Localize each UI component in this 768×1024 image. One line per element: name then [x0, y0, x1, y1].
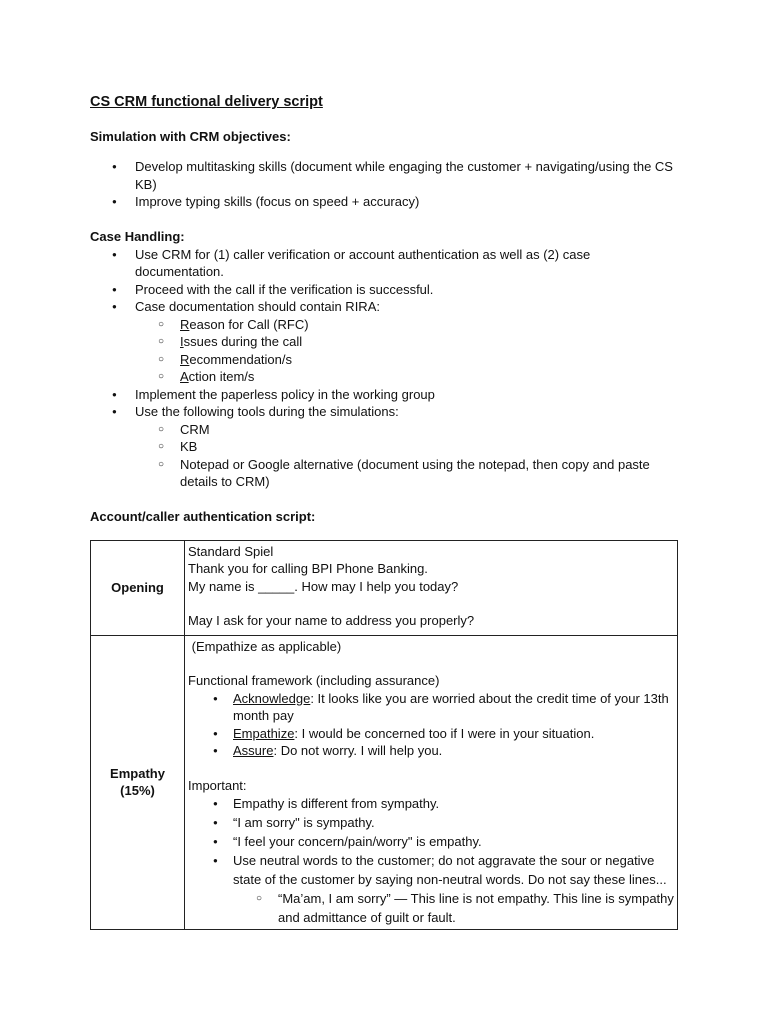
list-item: ● Case documentation should contain RIRA: [90, 298, 680, 316]
important-heading: Important: [188, 777, 247, 793]
important-item: ● “I feel your concern/pain/worry" is empathy. [188, 832, 674, 851]
spiel-line: Standard Spiel [188, 543, 274, 559]
list-item: ● Use CRM for (1) caller verification or account authentication as well as (2) case documentation. [90, 246, 680, 281]
tool-item: ○ KB [90, 438, 680, 456]
list-item: ● Develop multitasking skills (document while engaging the customer + navigating/using the CS KB) [90, 158, 680, 193]
rira-item: ○ Issues during the call [90, 333, 680, 351]
framework-list [188, 690, 674, 760]
empathy-label: Empathy (15%) [91, 635, 185, 930]
empathy-intro: (Empathize as applicable) [188, 638, 342, 654]
important-item: ● “I am sorry" is sympathy. [188, 813, 674, 832]
spiel-line: Thank you for calling BPI Phone Banking. [188, 561, 428, 576]
case-handling-heading: Case Handling: [90, 228, 185, 244]
simulation-list [90, 158, 680, 211]
empathy-content [185, 635, 678, 930]
list-item: ● Improve typing skills (focus on speed + accuracy) [90, 193, 680, 211]
document-title: CS CRM functional delivery script [90, 94, 323, 110]
rira-item: ○ Action item/s [90, 368, 680, 386]
list-item: ● Use the following tools during the simulations: [90, 403, 680, 421]
rira-item: ○ Recommendation/s [90, 351, 680, 369]
tool-item: ○ CRM [90, 421, 680, 439]
simulation-heading: Simulation with CRM objectives: [90, 129, 291, 144]
important-item: ● Use neutral words to the customer; do not aggravate the sour or negative state of the customer by saying non-neutral words. Do not say these lines... [188, 851, 674, 889]
framework-heading: Functional framework (including assurance) [188, 673, 440, 688]
important-list [188, 794, 674, 927]
spiel-line: May I ask for your name to address you properly? [188, 613, 475, 628]
script-table [90, 540, 678, 931]
tool-item: ○ Notepad or Google alternative (document using the notepad, then copy and paste details to CRM) [90, 456, 680, 491]
framework-item: ● Assure: Do not worry. I will help you. [188, 742, 674, 760]
important-item: ● Empathy is different from sympathy. [188, 794, 674, 813]
opening-label: Opening [91, 540, 185, 635]
opening-content [185, 540, 678, 635]
spiel-line: My name is _____. How may I help you today? [188, 578, 459, 594]
rira-item: ○ Reason for Call (RFC) [90, 316, 680, 334]
table-row [91, 540, 678, 635]
table-row [91, 635, 678, 930]
document-page [90, 92, 680, 930]
authentication-heading: Account/caller authentication script: [90, 508, 316, 524]
list-item: ● Proceed with the call if the verification is successful. [90, 281, 680, 299]
case-handling-list [90, 246, 680, 491]
important-subitem: ○ “Ma’am, I am sorry” — This line is not empathy. This line is sympathy and admittance of guilt or fault. [188, 889, 674, 927]
framework-item: ● Acknowledge: It looks like you are worried about the credit time of your 13th month pay [188, 690, 674, 725]
framework-item: ● Empathize: I would be concerned too if I were in your situation. [188, 725, 674, 743]
list-item: ● Implement the paperless policy in the working group [90, 386, 680, 404]
